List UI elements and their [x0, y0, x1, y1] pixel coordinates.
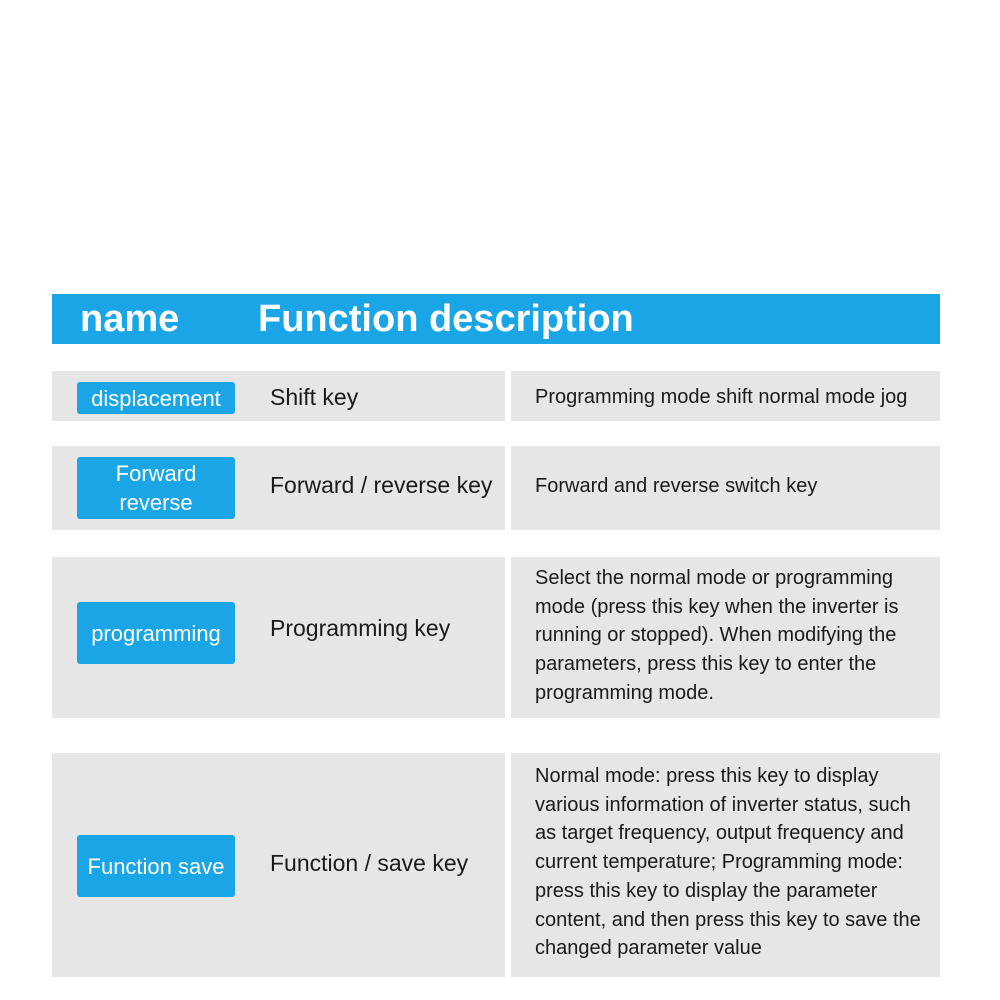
description-cell [511, 371, 940, 421]
displacement-button[interactable]: displacement [77, 382, 235, 414]
key-cell [52, 557, 505, 718]
key-cell [52, 753, 505, 977]
description-cell [511, 753, 940, 977]
forward-reverse-button[interactable]: Forward reverse [77, 457, 235, 519]
key-name: Forward / reverse key [270, 472, 493, 498]
table-row [52, 446, 940, 530]
key-description: Programming mode shift normal mode jog [535, 386, 908, 408]
description-cell [511, 557, 940, 718]
key-cell [52, 446, 505, 530]
description-cell [511, 446, 940, 530]
column-header-description: Function description [258, 298, 634, 340]
column-header-name: name [80, 298, 180, 340]
key-description: Forward and reverse switch key [535, 475, 818, 497]
key-cell [52, 371, 505, 421]
key-name: Shift key [270, 384, 359, 410]
table-row [52, 557, 940, 718]
key-name: Function / save key [270, 850, 469, 876]
programming-button[interactable]: programming [77, 602, 235, 664]
key-description: Select the normal mode or programming mode (press this key when the inverter is running or stopped). When modifying the parameters, press this key to enter the programming mode. [535, 567, 899, 704]
table-row [52, 753, 940, 977]
table-row [52, 371, 940, 421]
table-header [52, 294, 940, 344]
key-description: Normal mode: press this key to display various information of inverter status, such as target frequency, output frequency and current temperature; Programming mode: press this key to display the parameter content, and then press this key to save the changed parameter value [535, 765, 921, 960]
key-name: Programming key [270, 615, 451, 641]
function-save-button[interactable]: Function save [77, 835, 235, 897]
